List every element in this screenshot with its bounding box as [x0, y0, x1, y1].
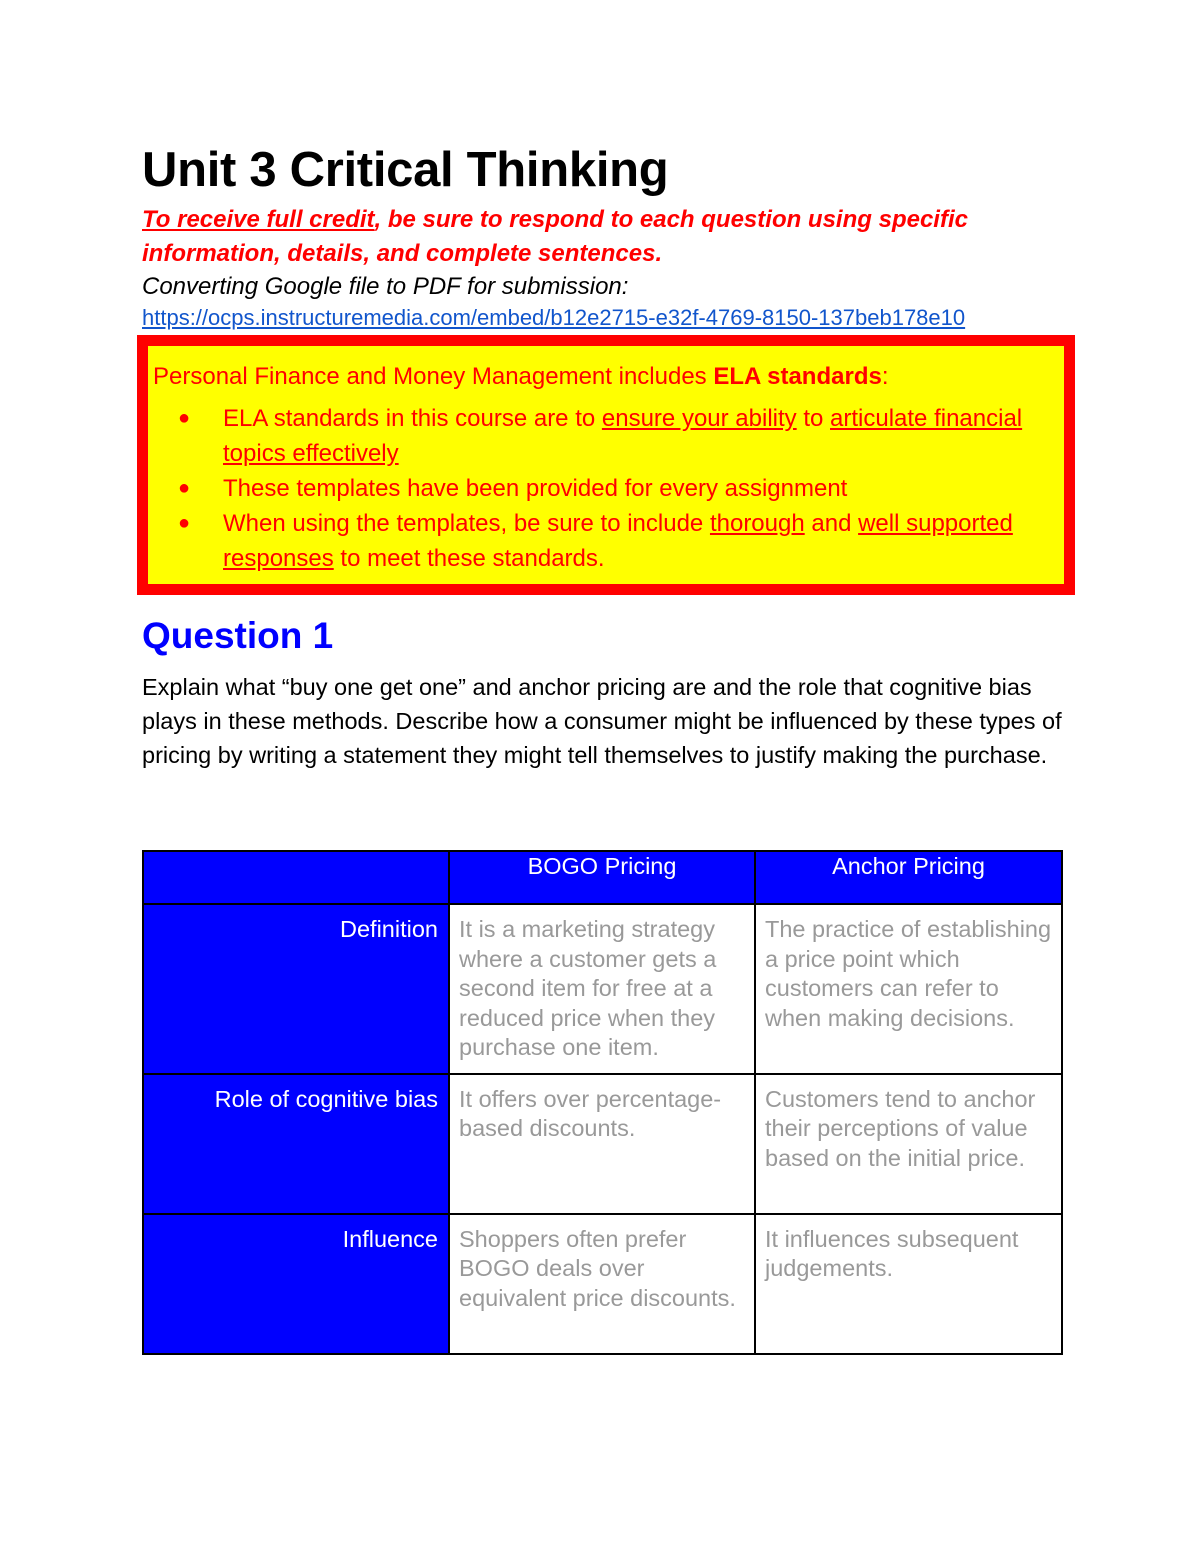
- table-row: [143, 1074, 1062, 1214]
- table-header-row: [143, 851, 1062, 904]
- bullet-underlined-text: articulate financial topics effectively: [223, 405, 1023, 467]
- callout-bullet-item: [148, 401, 1048, 471]
- credit-instructions-lead: To receive full credit: [142, 206, 375, 233]
- answer-cell-anchor[interactable]: Customers tend to anchor their perceptions of value based on the initial price.: [755, 1074, 1062, 1214]
- credit-instructions-rest: , be sure to respond to each question using specific information, details, and complete sentences.: [142, 206, 968, 267]
- answer-cell-bogo[interactable]: It offers over percentage-based discounts.: [449, 1074, 755, 1214]
- callout-intro-end: :: [881, 363, 889, 390]
- callout-intro-text: Personal Finance and Money Management includes: [153, 363, 714, 390]
- bullet-text: ELA standards in this course are to: [223, 405, 602, 432]
- row-label: Influence: [143, 1214, 449, 1354]
- question-prompt: Explain what “buy one get one” and anchor pricing are and the role that cognitive bias plays in these methods. Describe how a consumer might be influenced by these types of pricing by writing a statement they might tell themselves to justify making the purchase.: [142, 674, 1062, 768]
- bullet-underlined-text: well supported responses: [223, 510, 1013, 572]
- table-header-bogo: BOGO Pricing: [449, 851, 755, 904]
- bullet-underlined-text: thorough: [709, 510, 805, 537]
- submission-link[interactable]: https://ocps.instructuremedia.com/embed/b12e2715-e32f-4769-8150-137beb178e10: [142, 305, 966, 330]
- converting-label: Converting Google file to PDF for submission:: [142, 273, 629, 300]
- callout-bullet-item: [148, 506, 1048, 576]
- callout-intro-bold: ELA standards: [713, 363, 882, 390]
- callout-bullet-list: [148, 401, 1048, 576]
- table-row: [143, 904, 1062, 1074]
- table-header-blank: [143, 851, 449, 904]
- answer-cell-bogo[interactable]: Shoppers often prefer BOGO deals over equivalent price discounts.: [449, 1214, 755, 1354]
- bullet-icon: ●: [178, 512, 191, 534]
- bullet-text: These templates have been provided for every assignment: [223, 475, 848, 502]
- answer-cell-anchor[interactable]: It influences subsequent judgements.: [755, 1214, 1062, 1354]
- answer-cell-bogo[interactable]: It is a marketing strategy where a customer gets a second item for free at a reduced price when they purchase one item.: [449, 904, 755, 1074]
- bullet-text: When using the templates, be sure to include: [223, 510, 710, 537]
- bullet-text: to: [796, 405, 831, 432]
- bullet-text: to meet these standards.: [333, 545, 605, 572]
- table-header-anchor: Anchor Pricing: [755, 851, 1062, 904]
- callout-bullet-item: [148, 471, 1048, 506]
- callout-intro: [153, 360, 889, 394]
- bullet-text: and: [804, 510, 859, 537]
- ela-standards-callout: [137, 335, 1075, 595]
- credit-instructions: [142, 203, 1062, 271]
- page-title: Unit 3 Critical Thinking: [142, 143, 669, 197]
- bullet-underlined-text: ensure your ability: [601, 405, 797, 432]
- bullet-icon: ●: [178, 477, 191, 499]
- pricing-table: [142, 850, 1063, 1355]
- answer-cell-anchor[interactable]: The practice of establishing a price point which customers can refer to when making decisions.: [755, 904, 1062, 1074]
- bullet-icon: ●: [178, 407, 191, 429]
- row-label: Definition: [143, 904, 449, 1074]
- table-row: [143, 1214, 1062, 1354]
- row-label: Role of cognitive bias: [143, 1074, 449, 1214]
- question-heading: Question 1: [142, 615, 334, 656]
